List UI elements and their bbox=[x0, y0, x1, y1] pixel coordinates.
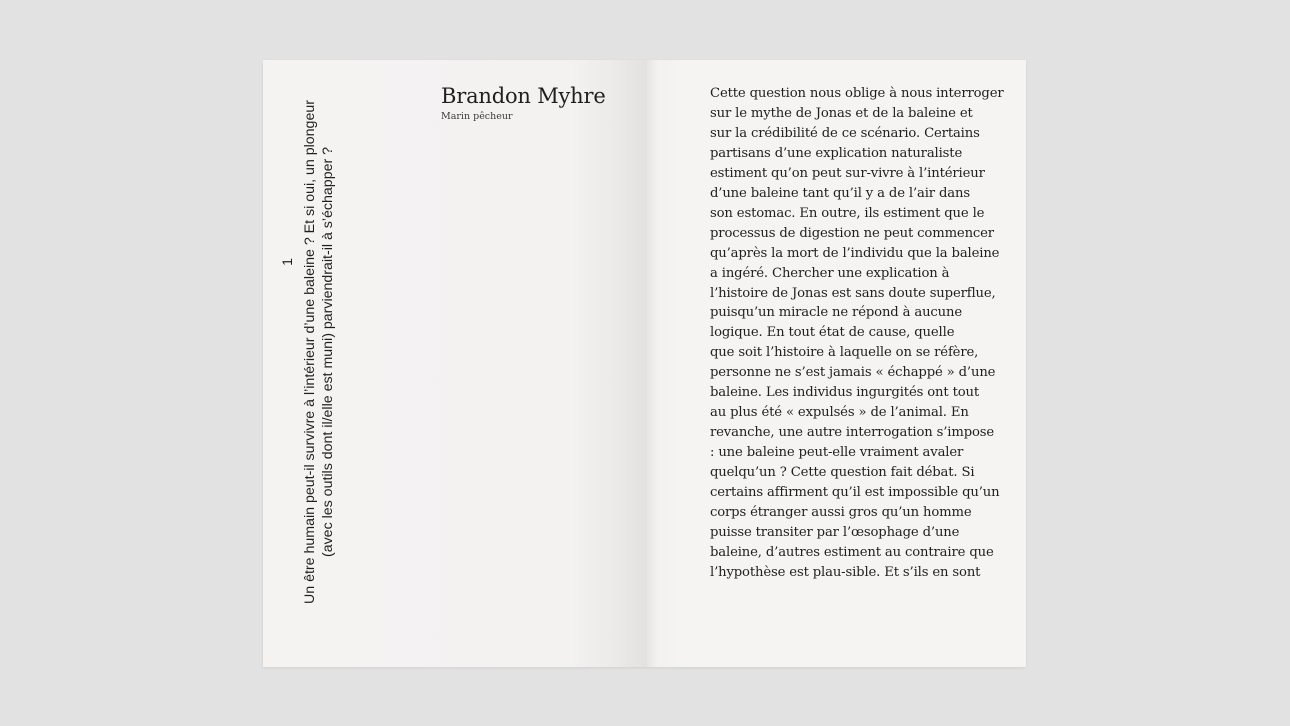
question-line-2: (avec les outils dont il/elle est muni) parviendrait-il à s’échapper ? bbox=[320, 146, 336, 558]
body-line: l’histoire de Jonas est sans doute superflue, bbox=[710, 285, 996, 301]
author-name: Brandon Myhre bbox=[441, 84, 606, 108]
body-line: baleine, d’autres estiment au contraire que bbox=[710, 544, 994, 560]
body-line: au plus été « expulsés » de l’animal. En bbox=[710, 405, 969, 421]
body-line: corps étranger aussi gros qu’un homme bbox=[710, 505, 972, 521]
body-line: revanche, une autre interrogation s’impose bbox=[710, 425, 995, 441]
question-text bbox=[301, 92, 337, 612]
body-line: baleine. Les individus ingurgités ont tout bbox=[710, 385, 980, 401]
author-role: Marin pêcheur bbox=[441, 111, 513, 122]
body-line: a ingéré. Chercher une explication à bbox=[710, 265, 950, 281]
body-line: sur le mythe de Jonas et de la baleine et bbox=[710, 105, 973, 121]
body-line: puisqu’un miracle ne répond à aucune bbox=[710, 305, 963, 321]
body-line: que soit l’histoire à laquelle on se réfère, bbox=[710, 345, 979, 361]
body-line: l’hypothèse est plau-sible. Et s’ils en sont bbox=[710, 564, 981, 580]
body-line: Cette question nous oblige à nous interroger bbox=[710, 86, 1004, 101]
body-line: certains affirment qu’il est impossible qu’un bbox=[710, 485, 1000, 501]
body-text bbox=[710, 84, 1010, 583]
body-line: son estomac. En outre, ils estiment que le bbox=[710, 205, 985, 221]
body-line: d’une baleine tant qu’il y a de l’air dans bbox=[710, 185, 970, 201]
left-page bbox=[263, 60, 647, 667]
body-line: : une baleine peut-elle vraiment avaler bbox=[710, 445, 964, 461]
question-number: 1 bbox=[279, 258, 295, 266]
body-line: puisse transiter par l’œsophage d’une bbox=[710, 524, 960, 540]
book-spread bbox=[263, 60, 1026, 667]
body-line: estiment qu’on peut sur-vivre à l’intérieur bbox=[710, 165, 985, 181]
body-line: processus de digestion ne peut commencer bbox=[710, 225, 994, 241]
body-line: qu’après la mort de l’individu que la baleine bbox=[710, 245, 1000, 261]
rotated-question bbox=[277, 92, 337, 612]
right-page bbox=[647, 60, 1026, 667]
body-line: personne ne s’est jamais « échappé » d’une bbox=[710, 365, 996, 381]
body-line: partisans d’une explication naturaliste bbox=[710, 145, 963, 161]
question-line-1: Un être humain peut-il survivre à l’intérieur d’une baleine ? Et si oui, un plongeur bbox=[302, 100, 318, 604]
body-line: sur la crédibilité de ce scénario. Certains bbox=[710, 125, 980, 141]
body-line: logique. En tout état de cause, quelle bbox=[710, 325, 955, 341]
body-line: quelqu’un ? Cette question fait débat. Si bbox=[710, 465, 975, 481]
